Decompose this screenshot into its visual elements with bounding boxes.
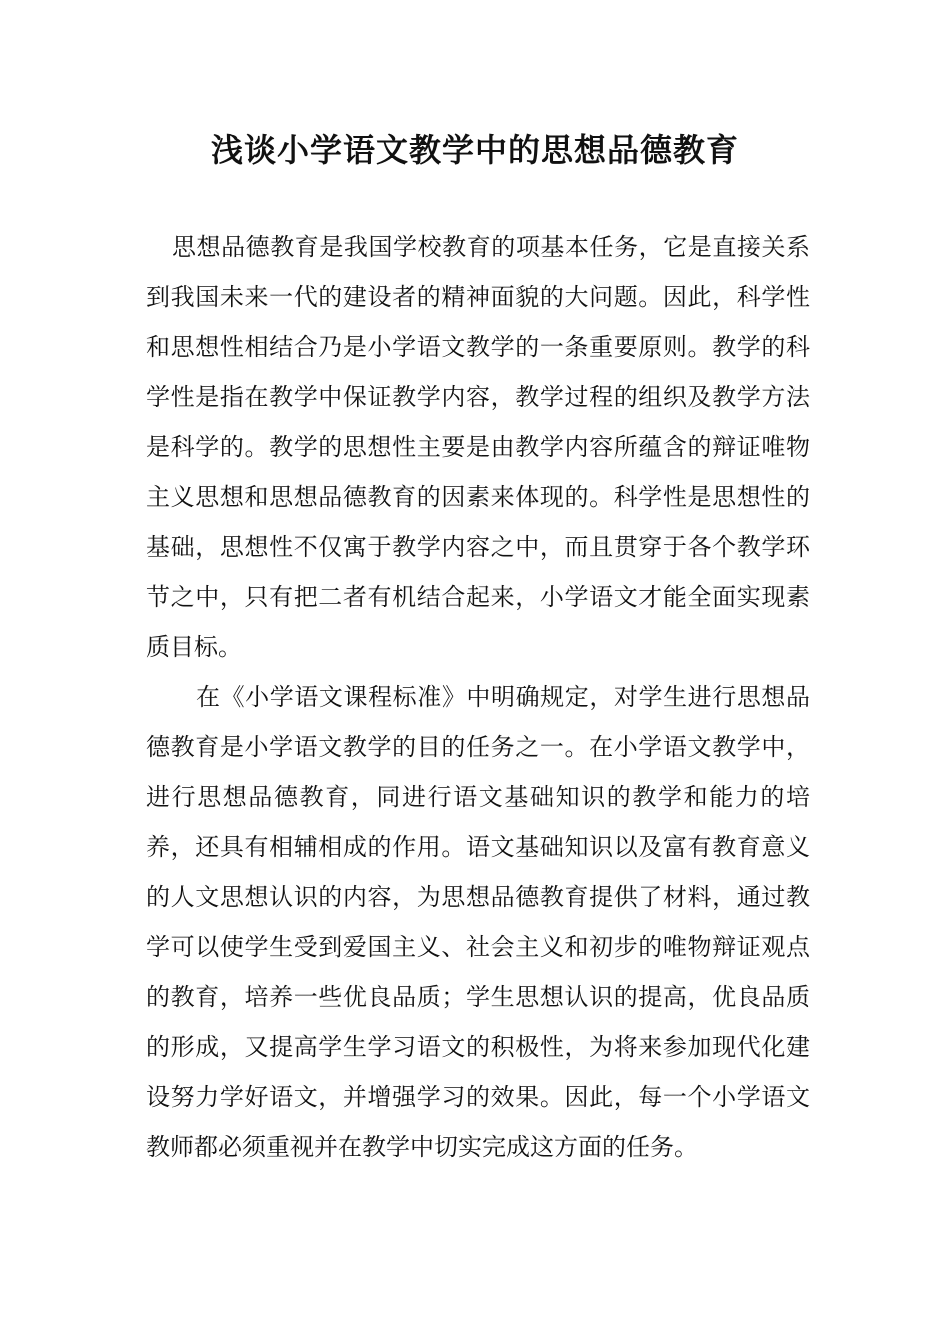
document-title: 浅谈小学语文教学中的思想品德教育 — [210, 131, 739, 169]
document-body — [146, 222, 810, 1172]
paragraph-2: 在《小学语文课程标准》中明确规定，对学生进行思想品德教育是小学语文教学的目的任务之一。在小学语文教学中，进行思想品德教育，同进行语文基础知识的教学和能力的培养，还具有相辅相成的作用。语文基础知识以及富有教育意义的人文思想认识的内容，为思想品德教育提供了材料，通过教学可以使学生受到爱国主义、社会主义和初步的唯物辩证观点的教育，培养一些优良品质；学生思想认识的提高，优良品质的形成，又提高学生学习语文的积极性，为将来参加现代化建设努力学好语文，并增强学习的效果。因此，每一个小学语文教师都必须重视并在教学中切实完成这方面的任务。 — [146, 683, 810, 1161]
paragraph-1: 思想品德教育是我国学校教育的项基本任务，它是直接关系到我国未来一代的建设者的精神面貌的大问题。因此，科学性和思想性相结合乃是小学语文教学的一条重要原则。教学的科学性是指在教学中保证教学内容，教学过程的组织及教学方法是科学的。教学的思想性主要是由教学内容所蕴含的辩证唯物主义思想和思想品德教育的因素来体现的。科学性是思想性的基础，思想性不仅寓于教学内容之中，而且贯穿于各个教学环节之中，只有把二者有机结合起来，小学语文才能全面实现素质目标。 — [146, 233, 810, 661]
